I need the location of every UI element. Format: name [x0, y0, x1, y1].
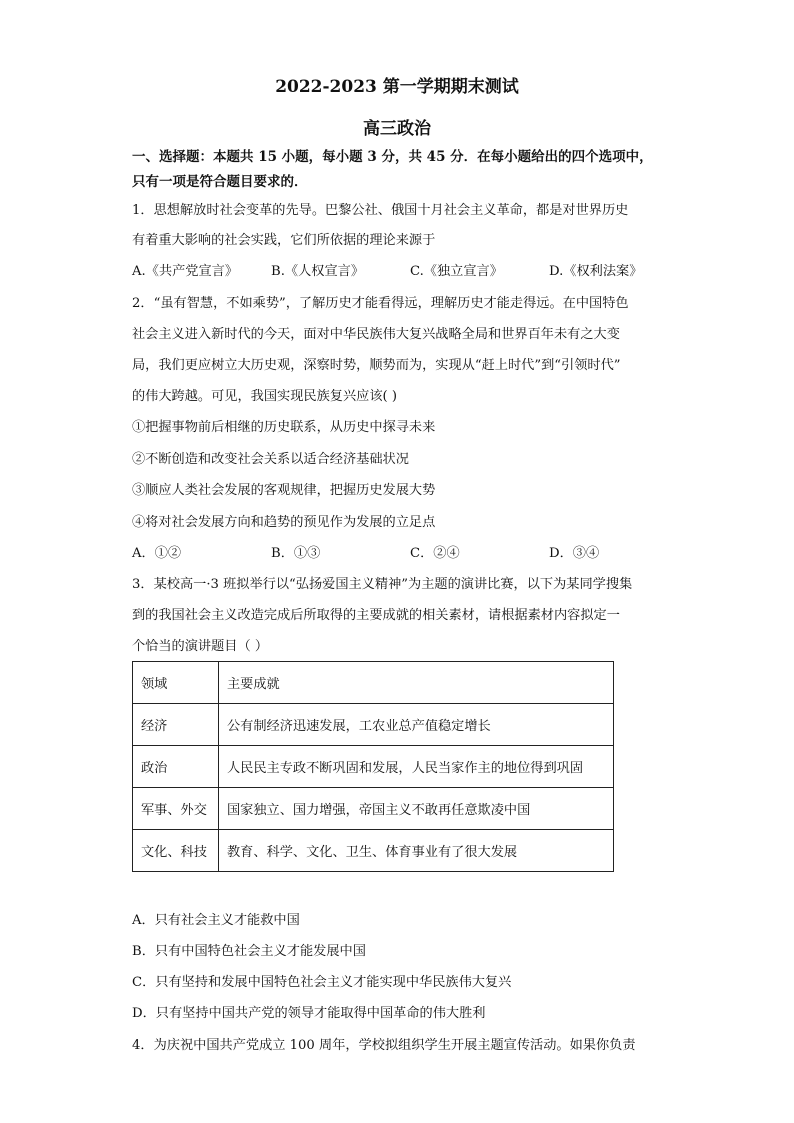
q3-option-d: D．只有坚持中国共产党的领导才能取得中国革命的伟大胜利: [132, 1006, 486, 1021]
q3-option-c: C．只有坚持和发展中国特色社会主义才能实现中华民族伟大复兴: [132, 975, 512, 990]
q2-statement-1: ①把握事物前后相继的历史联系，从历史中探寻未来: [132, 420, 436, 435]
q3-option-a: A．只有社会主义才能救中国: [132, 913, 300, 928]
q2-option-c: C．②④: [410, 546, 460, 561]
table-header-cell: 领域: [133, 662, 219, 704]
table-cell: 公有制经济迅速发展，工农业总产值稳定增长: [219, 704, 614, 746]
table-row: [133, 788, 614, 830]
q1-stem-line-2: 有着重大影响的社会实践，它们所依据的理论来源于: [132, 233, 436, 248]
q1-stem-line-1: 1．思想解放时社会变革的先导。巴黎公社、俄国十月社会主义革命，都是对世界历史: [132, 203, 629, 218]
q3-material-table: [132, 661, 614, 872]
section-instruction-line-2: 只有一项是符合题目要求的．: [132, 174, 308, 190]
table-cell: 军事、外交: [133, 788, 219, 830]
q1-option-d: D.《权利法案》: [549, 264, 643, 279]
table-cell: 文化、科技: [133, 830, 219, 872]
q3-option-b: B．只有中国特色社会主义才能发展中国: [132, 944, 366, 959]
table-row: [133, 830, 614, 872]
section-instruction-line-1: 一、选择题：本题共 15 小题，每小题 3 分，共 45 分．在每小题给出的四个选项中，: [132, 149, 653, 165]
q2-option-a: A．①②: [132, 546, 182, 561]
q2-statement-3: ③顺应人类社会发展的客观规律，把握历史发展大势: [132, 483, 436, 498]
q2-stem-line-1: 2．“虽有智慧，不如乘势”，了解历史才能看得远，理解历史才能走得远。在中国特色: [132, 296, 629, 311]
q2-stem-line-3: 局，我们更应树立大历史观，深察时势，顺势而为，实现从“赶上时代”到“引领时代”: [132, 358, 621, 373]
q2-statement-2: ②不断创造和改变社会关系以适合经济基础状况: [132, 452, 409, 467]
exam-subject: 高三政治: [363, 119, 431, 139]
table-cell: 国家独立、国力增强，帝国主义不敢再任意欺凌中国: [219, 788, 614, 830]
table-cell: 教育、科学、文化、卫生、体育事业有了很大发展: [219, 830, 614, 872]
table-row: [133, 704, 614, 746]
q4-stem-line-1: 4．为庆祝中国共产党成立 100 周年，学校拟组织学生开展主题宣传活动。如果你负责: [132, 1038, 636, 1053]
q2-statement-4: ④将对社会发展方向和趋势的预见作为发展的立足点: [132, 515, 436, 530]
q3-stem-line-3: 个恰当的演讲题目（ ）: [132, 639, 269, 654]
table-row: [133, 746, 614, 788]
q2-option-d: D．③④: [549, 546, 600, 561]
table-cell: 人民民主专政不断巩固和发展，人民当家作主的地位得到巩固: [219, 746, 614, 788]
q1-option-a: A.《共产党宣言》: [132, 264, 239, 279]
q2-option-b: B．①③: [271, 546, 321, 561]
table-header-row: [133, 662, 614, 704]
table-cell: 经济: [133, 704, 219, 746]
q3-stem-line-1: 3．某校高一·3 班拟举行以“弘扬爱国主义精神”为主题的演讲比赛，以下为某同学搜集: [132, 577, 633, 592]
q2-stem-line-2: 社会主义进入新时代的今天，面对中华民族伟大复兴战略全局和世界百年未有之大变: [132, 327, 620, 342]
q3-stem-line-2: 到的我国社会主义改造完成后所取得的主要成就的相关素材，请根据素材内容拟定一: [132, 608, 620, 623]
q1-option-c: C.《独立宣言》: [410, 264, 503, 279]
table-cell: 政治: [133, 746, 219, 788]
exam-title: 2022-2023 第一学期期末测试: [275, 77, 519, 97]
q2-stem-line-4: 的伟大跨越。可见，我国实现民族复兴应该( ): [132, 389, 398, 404]
table-header-cell: 主要成就: [219, 662, 614, 704]
q1-option-b: B.《人权宣言》: [271, 264, 365, 279]
